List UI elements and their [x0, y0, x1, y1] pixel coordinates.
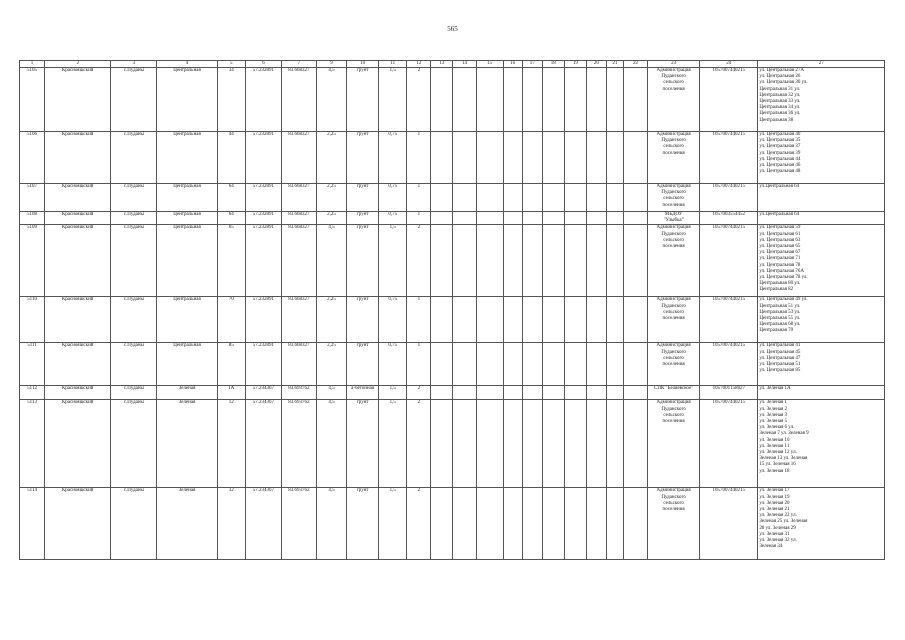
table-cell: 1 — [407, 297, 431, 343]
table-cell: ул. Центральная 49 ул. Центральная 51 ул. Центральная 53 ул. Центральная 55 ул. Центральная 68 ул. Центральная 70 — [758, 297, 885, 343]
header-cell: 10 — [347, 61, 379, 68]
table-cell — [522, 212, 542, 225]
table-cell — [522, 184, 542, 212]
table-cell — [586, 400, 606, 488]
table-cell — [476, 212, 503, 225]
table-cell: Краснояшский — [45, 343, 111, 386]
table-cell: 32 — [217, 488, 245, 560]
table-cell — [542, 212, 564, 225]
table-cell: 5108 — [20, 212, 45, 225]
header-cell: 20 — [586, 61, 606, 68]
table-cell — [586, 184, 606, 212]
table-cell — [542, 297, 564, 343]
table-cell — [476, 386, 503, 400]
table-cell — [522, 225, 542, 297]
table-cell — [431, 68, 453, 132]
table-cell: 5114 — [20, 488, 45, 560]
table-cell: 0,75 — [379, 132, 407, 184]
table-cell: Краснояшский — [45, 212, 111, 225]
table-cell: 1057007440215 — [700, 184, 758, 212]
header-cell: 17 — [522, 61, 542, 68]
table-cell — [453, 184, 476, 212]
table-cell — [431, 184, 453, 212]
header-cell: 21 — [606, 61, 623, 68]
table-cell: 70 — [217, 297, 245, 343]
table-cell — [586, 488, 606, 560]
header-cell: 1 — [20, 61, 45, 68]
table-cell: Краснояшский — [45, 184, 111, 212]
table-cell: 4,5 — [316, 68, 346, 132]
table-row — [20, 488, 885, 560]
header-cell: 5 — [217, 61, 245, 68]
table-cell: Краснояшский — [45, 68, 111, 132]
table-row — [20, 386, 885, 400]
table-cell: 83.668327 — [281, 132, 316, 184]
table-cell: 1057003554452 — [700, 212, 758, 225]
table-cell: 57.234367 — [245, 386, 281, 400]
table-cell: 83.668327 — [281, 343, 316, 386]
table-cell: 1057007440215 — [700, 132, 758, 184]
table-cell — [476, 225, 503, 297]
header-cell: 6 — [245, 61, 281, 68]
table-cell — [476, 343, 503, 386]
table-cell: 0,75 — [379, 297, 407, 343]
table-cell: 34 — [217, 68, 245, 132]
table-cell — [503, 225, 522, 297]
header-cell: 2 — [45, 61, 111, 68]
table-cell: 4,5 — [316, 488, 346, 560]
table-cell — [564, 132, 586, 184]
table-cell — [606, 343, 623, 386]
table-cell: Зеленая — [157, 386, 217, 400]
table-cell: Краснояшский — [45, 297, 111, 343]
page-number: 565 — [447, 25, 458, 33]
table-row — [20, 400, 885, 488]
table-cell: 1 — [407, 132, 431, 184]
table-cell — [503, 297, 522, 343]
table-cell: Администрация Пуданского сельского поселения — [648, 132, 700, 184]
table-cell: 1,5 — [379, 488, 407, 560]
table-cell — [606, 400, 623, 488]
table-cell — [586, 132, 606, 184]
table-cell: грунт — [347, 488, 379, 560]
table-cell: 5111 — [20, 343, 45, 386]
table-cell: 1 — [407, 184, 431, 212]
table-cell — [476, 488, 503, 560]
table-cell: грунт — [347, 225, 379, 297]
table-cell: ул. Зеленая 1А — [758, 386, 885, 400]
table-cell: 4,5 — [316, 386, 346, 400]
header-cell: 19 — [564, 61, 586, 68]
table-cell — [564, 400, 586, 488]
table-cell: ул. Центральная 27А ул. Центральная 26 ул. Центральная 30 ул. Центральная 31 ул. Центральная 32 ул. Центральная 33 ул. Центральная 34 ул. Центральная 36 ул. Центральная 38 — [758, 68, 885, 132]
table-cell: с.Пуданы — [111, 212, 157, 225]
table-cell — [476, 184, 503, 212]
table-cell — [586, 68, 606, 132]
table-cell: 2 — [407, 400, 431, 488]
table-cell: грунт — [347, 297, 379, 343]
table-cell: Зеленая — [157, 400, 217, 488]
table-cell — [476, 400, 503, 488]
table-cell: 5113 — [20, 400, 45, 488]
table-cell: а-бетонная — [347, 386, 379, 400]
header-cell: 3 — [111, 61, 157, 68]
table-cell — [476, 132, 503, 184]
table-cell: Администрация Пуданского сельского поселения — [648, 343, 700, 386]
table-cell: 65 — [217, 225, 245, 297]
table-cell: 4,5 — [316, 400, 346, 488]
table-row — [20, 184, 885, 212]
table-cell — [542, 488, 564, 560]
table-cell: Краснояшский — [45, 386, 111, 400]
table-cell: 4,5 — [316, 225, 346, 297]
table-cell: 1057007440215 — [700, 400, 758, 488]
table-cell: 5110 — [20, 297, 45, 343]
table-cell: 57.232891 — [245, 225, 281, 297]
table-cell — [606, 68, 623, 132]
table-cell: 0,75 — [379, 343, 407, 386]
table-cell: 57.232891 — [245, 184, 281, 212]
header-cell: 11 — [379, 61, 407, 68]
header-cell: 18 — [542, 61, 564, 68]
table-cell: 83.668327 — [281, 297, 316, 343]
table-cell: 64 — [217, 212, 245, 225]
table-cell — [476, 297, 503, 343]
table-cell — [623, 225, 647, 297]
table-cell: 5112 — [20, 386, 45, 400]
table-cell: 5109 — [20, 225, 45, 297]
table-cell — [431, 297, 453, 343]
header-cell: 14 — [453, 61, 476, 68]
table-cell: с.Пуданы — [111, 386, 157, 400]
table-cell: Зеленая — [157, 488, 217, 560]
table-cell: грунт — [347, 184, 379, 212]
table-row — [20, 68, 885, 132]
table-cell: 57.232891 — [245, 297, 281, 343]
header-cell: 15 — [476, 61, 503, 68]
table-cell: ул. Зеленая 17 ул. Зеленая 19 ул. Зеленая 20 ул. Зеленая 21 ул. Зеленая 22 ул. Зеленая 25 ул. Зеленая 28 ул. Зеленая 29 ул. Зеленая 31 ул. Зеленая 32 ул. Зеленая 34 — [758, 488, 885, 560]
header-cell: 12 — [407, 61, 431, 68]
table-cell — [542, 225, 564, 297]
table-cell — [564, 225, 586, 297]
header-cell: 16 — [503, 61, 522, 68]
table-cell — [542, 386, 564, 400]
table-cell: Центральная — [157, 68, 217, 132]
table-cell: 83.693762 — [281, 488, 316, 560]
table-cell: Краснояшский — [45, 225, 111, 297]
table-cell: 12 — [217, 400, 245, 488]
header-cell: 22 — [623, 61, 647, 68]
header-cell: 24 — [700, 61, 758, 68]
table-cell: 2,25 — [316, 132, 346, 184]
table-cell — [606, 297, 623, 343]
table-cell — [586, 212, 606, 225]
table-cell: 1057007440215 — [700, 488, 758, 560]
table-cell: 57.234367 — [245, 488, 281, 560]
table-cell: 85 — [217, 343, 245, 386]
table-cell: 57.232891 — [245, 132, 281, 184]
table-cell — [564, 386, 586, 400]
table-cell — [623, 343, 647, 386]
table-cell: грунт — [347, 400, 379, 488]
table-cell: Центральная — [157, 132, 217, 184]
table-cell — [606, 184, 623, 212]
table-cell: грунт — [347, 68, 379, 132]
table-row — [20, 297, 885, 343]
table-cell: с.Пуданы — [111, 132, 157, 184]
table-cell — [503, 386, 522, 400]
table-cell: МБДОУ "Улыбка" — [648, 212, 700, 225]
table-cell — [453, 225, 476, 297]
table-cell — [542, 68, 564, 132]
table-cell — [503, 184, 522, 212]
table-cell: 1,5 — [379, 68, 407, 132]
table-cell — [503, 132, 522, 184]
table-cell: ул.Центральная 64 — [758, 212, 885, 225]
table-cell: 1 — [407, 212, 431, 225]
table-cell — [564, 184, 586, 212]
table-cell — [564, 297, 586, 343]
table-cell: 2,25 — [316, 212, 346, 225]
table-cell — [623, 68, 647, 132]
table-cell: грунт — [347, 212, 379, 225]
table-cell: 5105 — [20, 68, 45, 132]
header-row — [20, 61, 885, 68]
header-cell: 13 — [431, 61, 453, 68]
table-cell: 83.693762 — [281, 400, 316, 488]
table-cell — [542, 400, 564, 488]
table-cell: Администрация Пуданского сельского поселения — [648, 297, 700, 343]
table-cell: 83.668327 — [281, 212, 316, 225]
table-cell: с.Пуданы — [111, 297, 157, 343]
table-cell: Краснояшский — [45, 488, 111, 560]
table-cell: 1,5 — [379, 386, 407, 400]
table-cell — [586, 297, 606, 343]
table-cell: 64 — [217, 184, 245, 212]
table-cell — [564, 488, 586, 560]
table-cell: ул. Зеленая 1 ул. Зеленая 2 ул. Зеленая 3 ул. Зеленая 5 ул. Зеленая 6 ул. Зеленая 7 ул. Зеленая 9 ул. Зеленая 10 ул. Зеленая 11 ул. Зеленая 12 ул. Зеленая 13 ул. Зеленая 15 ул. Зеленая 16 ул. Зеленая 18 — [758, 400, 885, 488]
table-cell: Администрация Пуданского сельского поселения — [648, 184, 700, 212]
table-cell: ул.Центральная 64 — [758, 184, 885, 212]
header-cell: 27 — [758, 61, 885, 68]
table-cell: грунт — [347, 132, 379, 184]
table-cell — [453, 132, 476, 184]
table-cell: Администрация Пуданского сельского поселения — [648, 68, 700, 132]
table-cell — [606, 386, 623, 400]
table-cell — [522, 297, 542, 343]
table-row — [20, 343, 885, 386]
table-cell: с.Пуданы — [111, 184, 157, 212]
table-cell: Центральная — [157, 212, 217, 225]
table-cell: 83.668327 — [281, 184, 316, 212]
table-cell — [606, 132, 623, 184]
table-cell: Администрация Пуданского сельского поселения — [648, 488, 700, 560]
table-cell — [503, 212, 522, 225]
table-cell: 5106 — [20, 132, 45, 184]
table-cell — [476, 68, 503, 132]
table-cell: 0,75 — [379, 212, 407, 225]
table-cell: с.Пуданы — [111, 68, 157, 132]
table-row — [20, 132, 885, 184]
table-cell — [431, 400, 453, 488]
table-cell: Администрация Пуданского сельского поселения — [648, 225, 700, 297]
table-cell — [431, 488, 453, 560]
table-cell — [606, 225, 623, 297]
header-cell: 7 — [281, 61, 316, 68]
table-cell: Центральная — [157, 297, 217, 343]
header-cell: 23 — [648, 61, 700, 68]
table-cell — [431, 386, 453, 400]
table-cell — [431, 225, 453, 297]
table-cell: 5107 — [20, 184, 45, 212]
table-cell: 1057007440215 — [700, 297, 758, 343]
table-cell: 2,25 — [316, 184, 346, 212]
table-cell: 83.668327 — [281, 68, 316, 132]
table-cell: 57.232891 — [245, 212, 281, 225]
table-cell — [453, 212, 476, 225]
table-cell — [503, 68, 522, 132]
table-row — [20, 212, 885, 225]
table-cell: 1А — [217, 386, 245, 400]
table-cell — [522, 488, 542, 560]
table-cell — [522, 400, 542, 488]
table-cell — [522, 68, 542, 132]
table-cell: 57.232891 — [245, 343, 281, 386]
roads-registry-table — [19, 60, 885, 560]
table-cell — [453, 297, 476, 343]
table-cell: 1 — [407, 343, 431, 386]
table-cell: Центральная — [157, 225, 217, 297]
table-cell: с.Пуданы — [111, 488, 157, 560]
table-cell — [564, 212, 586, 225]
table-cell — [623, 400, 647, 488]
table-cell — [522, 132, 542, 184]
table-cell: с.Пуданы — [111, 400, 157, 488]
table-cell: грунт — [347, 343, 379, 386]
table-cell — [453, 343, 476, 386]
table-cell: 83.693762 — [281, 386, 316, 400]
header-cell: 9 — [316, 61, 346, 68]
table-cell: 1057007440215 — [700, 343, 758, 386]
table-cell: 1,5 — [379, 400, 407, 488]
table-cell: 1057007440215 — [700, 225, 758, 297]
table-cell — [586, 343, 606, 386]
table-cell: 1057001158827 — [700, 386, 758, 400]
table-cell — [542, 184, 564, 212]
table-cell: Центральная — [157, 184, 217, 212]
table-cell — [431, 343, 453, 386]
table-cell: с.Пуданы — [111, 225, 157, 297]
table-cell: ул. Центральная 59 ул. Центральная 61 ул. Центральная 63 ул. Центральная 65 ул. Центральная 67 ул. Центральная 71 ул. Центральная 78 ул. Центральная 76А ул. Центральная 78 ул. Центральная 80 ул. Центральная 82 — [758, 225, 885, 297]
table-cell — [606, 212, 623, 225]
table-cell — [431, 212, 453, 225]
table-cell: Краснояшский — [45, 400, 111, 488]
table-cell: Краснояшский — [45, 132, 111, 184]
table-cell — [623, 184, 647, 212]
table-cell: 1057007440215 — [700, 68, 758, 132]
table-cell — [623, 297, 647, 343]
table-cell: 57.232891 — [245, 68, 281, 132]
table-cell — [542, 132, 564, 184]
table-cell — [542, 343, 564, 386]
table-cell — [453, 386, 476, 400]
table-cell — [453, 400, 476, 488]
table-cell — [564, 343, 586, 386]
table-cell: 2,25 — [316, 343, 346, 386]
table-cell: 2,25 — [316, 297, 346, 343]
table-cell — [503, 488, 522, 560]
table-cell: 2 — [407, 68, 431, 132]
header-cell: 4 — [157, 61, 217, 68]
table-cell — [623, 488, 647, 560]
table-cell — [606, 488, 623, 560]
table-cell — [453, 488, 476, 560]
table-cell: Администрация Пуданского сельского поселения — [648, 400, 700, 488]
table-cell — [503, 400, 522, 488]
table-row — [20, 225, 885, 297]
table-cell: 44 — [217, 132, 245, 184]
table-cell: 2 — [407, 225, 431, 297]
table-cell — [586, 386, 606, 400]
table-cell: 1,5 — [379, 225, 407, 297]
table-cell: 57.234367 — [245, 400, 281, 488]
table-cell: с.Пуданы — [111, 343, 157, 386]
table-cell — [564, 68, 586, 132]
table-cell — [623, 212, 647, 225]
table-cell: ул. Центральная 41 ул. Центральная 45 ул. Центральная 47 ул. Центральная 51 ул. Центральная 85 — [758, 343, 885, 386]
table-cell — [503, 343, 522, 386]
table-cell: Центральная — [157, 343, 217, 386]
table-cell: 83.668327 — [281, 225, 316, 297]
table-cell: ул. Центральная 40 ул. Центральная 35 ул. Центральная 37 ул. Центральная 39 ул. Центральная 44 ул. Центральная 46 ул. Центральная 48 — [758, 132, 885, 184]
table-cell — [453, 68, 476, 132]
table-cell: 2 — [407, 488, 431, 560]
table-cell: СПК "Беляевское" — [648, 386, 700, 400]
table-cell — [623, 386, 647, 400]
table-cell — [623, 132, 647, 184]
table-cell: 0,75 — [379, 184, 407, 212]
table-cell: 2 — [407, 386, 431, 400]
table-cell — [522, 343, 542, 386]
table-cell — [586, 225, 606, 297]
table-cell — [431, 132, 453, 184]
table-cell — [522, 386, 542, 400]
